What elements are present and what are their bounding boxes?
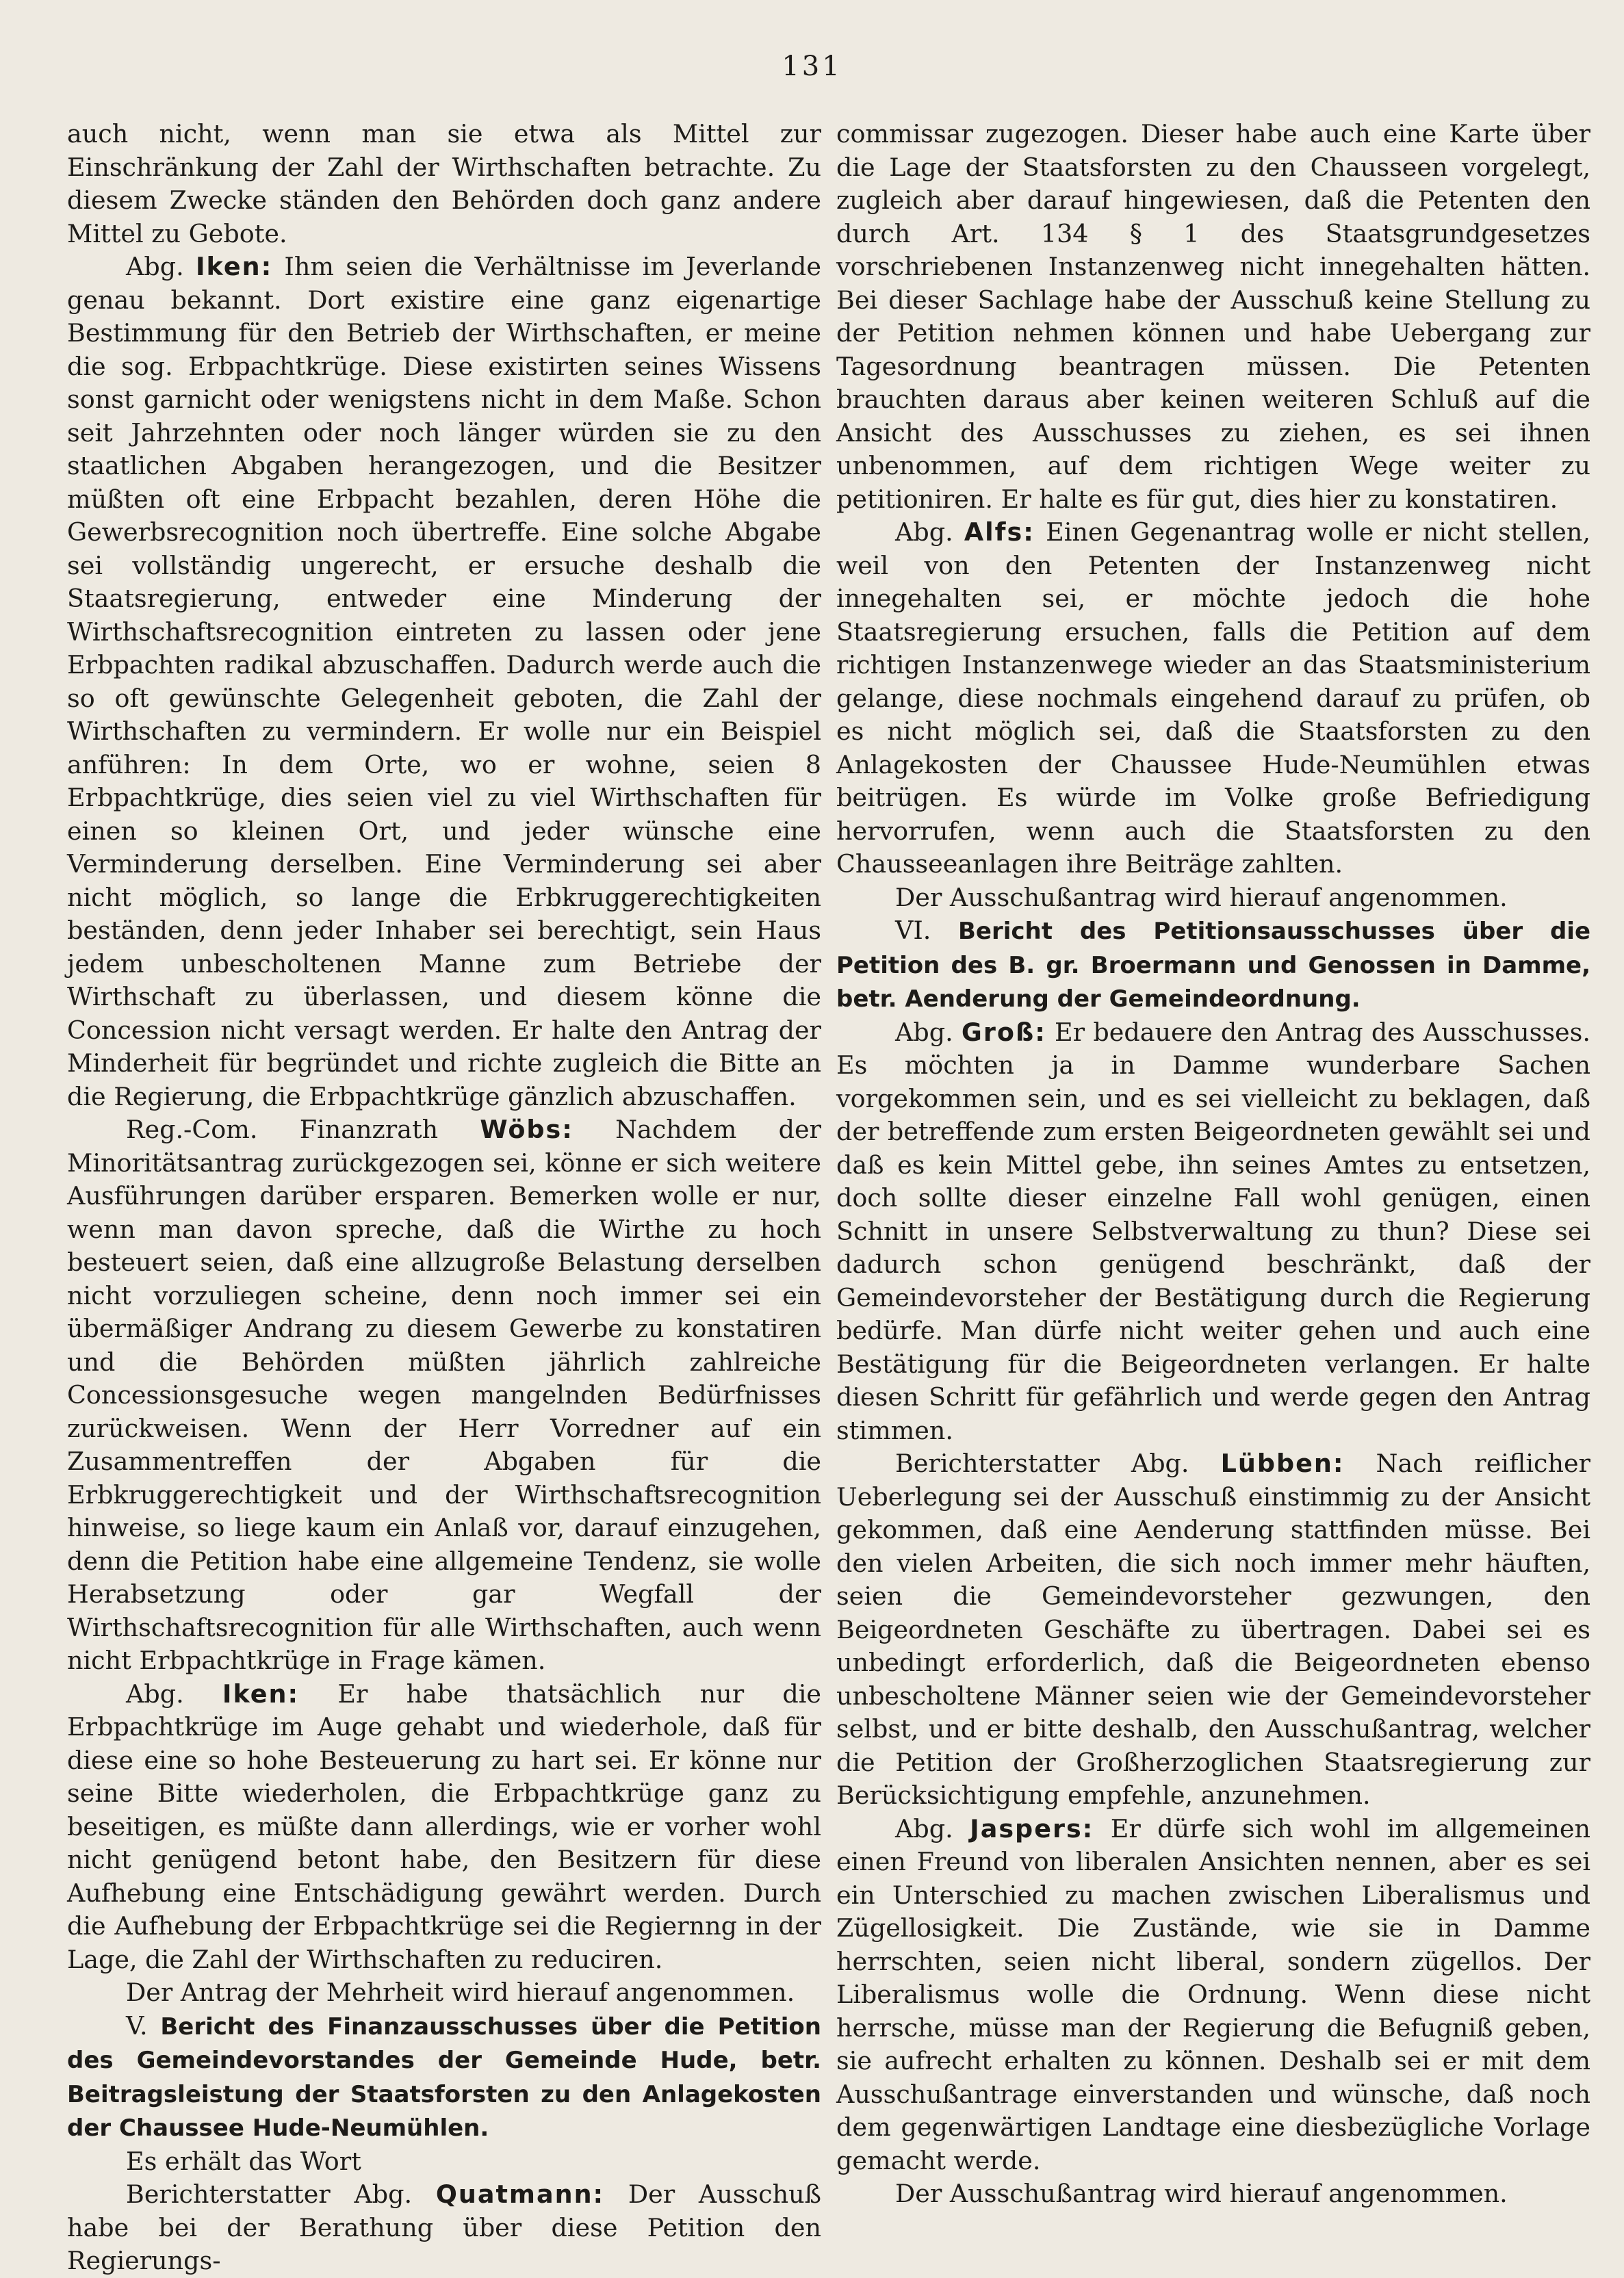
paragraph [67, 250, 821, 1113]
paragraph [67, 1976, 821, 2010]
section-heading: Bericht des Finanzausschusses über die Petition des Gemeindevorstandes der Gemeinde Hude, betr. Beitragsleistung der Staatsforsten zu den Anlagekosten der Chaussee Hude-Neumühlen. [67, 2012, 821, 2142]
paragraph-text: Er habe thatsächlich nur die Erbpachtkrüge im Auge gehabt und wiederhole, daß für diese eine so hohe Besteuerung zu hart sei. Er könne nur seine Bitte wiederholen, die Erbpachtkrüge ganz zu beseitigen, es müßte dann allerdings, wie er vorher wohl nicht genügend betont habe, den Besitzern für diese Aufhebung eine Entschädigung gewährt werden. Durch die Aufhebung der Erbpachtkrüge sei die Regiernng in der Lage, die Zahl der Wirthschaften zu reduciren. [67, 1679, 821, 1974]
paragraph-text: Nach reiflicher Ueberlegung sei der Ausschuß einstimmig zu der Ansicht gekommen, daß eine Aenderung stattfinden müsse. Bei den vielen Arbeiten, die sich noch immer mehr häuften, seien die Gemeindevorsteher gezwungen, den Beigeordneten Geschäfte zu übertragen. Dabei sei es unbedingt erforderlich, daß die Beigeordneten ebenso unbescholtene Männer seien wie der Gemeindevorsteher selbst, und er bitte deshalb, den Ausschußantrag, welcher die Petition der Großherzoglichen Staatsregierung zur Berücksichtigung empfehle, anzunehmen. [836, 1449, 1590, 1810]
paragraph-text: Abg. [895, 1813, 970, 1843]
paragraph [836, 1447, 1590, 1813]
paragraph [836, 1813, 1590, 2178]
paragraph-text: Berichterstatter Abg. [895, 1449, 1221, 1478]
paragraph-text: Abg. [126, 252, 196, 281]
paragraph-text: Abg. [895, 517, 964, 547]
paragraph-text: Er bedauere den Antrag des Ausschusses. Es möchten ja in Damme wunderbare Sachen vorgekommen sein, und es sei vielleicht zu beklagen, daß der betreffende zum ersten Beigeordneten gewählt sei und daß es kein Mittel gebe, ihn seines Amtes zu entsetzen, doch sollte dieser einzelne Fall wohl genügen, einen Schnitt in unsere Selbstverwaltung zu thun? Diese sei dadurch schon genügend beschränkt, daß der Gemeindevorsteher der Bestätigung durch die Regierung bedürfe. Man dürfe nicht weiter gehen und auch eine Bestätigung für die Beigeordneten verlangen. Er halte diesen Schritt für gefährlich und werde gegen den Antrag stimmen. [836, 1017, 1590, 1445]
paragraph [836, 118, 1590, 516]
page-number: 131 [782, 51, 842, 82]
paragraph-text: Ihm seien die Verhältnisse im Jeverlande genau bekannt. Dort existire eine ganz eigenartige Bestimmung für den Betrieb der Wirthschaften, er meine die sog. Erbpachtkrüge. Diese existirten seines Wissens sonst garnicht oder wenigstens nicht in dem Maße. Schon seit Jahrzehnten oder noch länger würden sie zu den staatlichen Abgaben herangezogen, und die Besitzer müßten oft eine Erbpacht bezahlen, deren Höhe die Gewerbsrecognition noch übertreffe. Eine solche Abgabe sei vollständig ungerecht, er ersuche deshalb die Staatsregierung, entweder eine Minderung der Wirthschaftsrecognition eintreten zu lassen oder jene Erbpachten radikal abzuschaffen. Dadurch werde auch die so oft gewünschte Gelegenheit geboten, die Zahl der Wirthschaften zu vermindern. Er wolle nur ein Beispiel anführen: In dem Orte, wo er wohne, seien 8 Erbpachtkrüge, dies seien viel zu viel Wirthschaften für einen so kleinen Ort, und jeder wünsche eine Verminderung derselben. Eine Verminderung sei aber nicht möglich, so lange die Erbkruggerechtigkeiten beständen, denn jeder Inhaber sei berechtigt, sein Haus jedem unbescholtenen Manne zum Betriebe der Wirthschaft zu überlassen, und diesem könne die Concession nicht versagt werden. Er halte den Antrag der Minderheit für begründet und richte zugleich die Bitte an die Regierung, die Erbpachtkrüge gänzlich abzuschaffen. [67, 252, 821, 1111]
paragraph-text: Der Ausschuß habe bei der Berathung über diese Petition den Regierungs- [67, 2179, 822, 2275]
paragraph [67, 1678, 821, 1977]
left-column [67, 118, 821, 2278]
section-heading: Bericht des Petitionsausschusses über die Petition des B. gr. Broermann und Genossen in Damme, betr. Aenderung der Gemeindeordnung. [836, 918, 1591, 1013]
paragraph [67, 2145, 821, 2179]
speaker-name: Quatmann: [435, 2179, 605, 2209]
paragraph [67, 2178, 821, 2278]
speaker-name: Alfs: [964, 517, 1035, 547]
paragraph-text: Einen Gegenantrag wolle er nicht stellen, weil von den Petenten der Instanzenweg nicht innegehalten sei, er möchte jedoch die hohe Staatsregierung ersuchen, falls die Petition auf dem richtigen Instanzenwege wieder an das Staatsministerium gelange, diese nochmals eingehend darauf zu prüfen, ob es nicht möglich sei, daß die Staatsforsten zu den Anlagekosten der Chaussee Hude-Neumühlen etwas beitrügen. Es würde im Volke große Befriedigung hervorrufen, wenn auch die Staatsforsten zu den Chausseeanlagen ihre Beiträge zahlten. [836, 517, 1590, 879]
paragraph-text: Er dürfe sich wohl im allgemeinen einen Freund von liberalen Ansichten nennen, aber es sei ein Unterschied zu machen zwischen Liberalismus und Zügellosigkeit. Die Zustände, wie sie in Damme herrschten, seien nicht liberal, sondern zügellos. Der Liberalismus wolle die Ordnung. Wenn diese nicht herrsche, müsse man der Regierung die Befugniß geben, sie aufrecht erhalten zu können. Deshalb sei er mit dem Ausschußantrage einverstanden und wünsche, daß noch dem gegenwärtigen Landtage eine diesbezügliche Vorlage gemacht werde. [836, 1813, 1590, 2175]
speaker-name: Iken: [222, 1679, 300, 1709]
speaker-name: Wöbs: [480, 1115, 573, 1144]
paragraph [67, 1113, 821, 1678]
right-column [836, 118, 1590, 2211]
speaker-name: Lübben: [1220, 1449, 1345, 1478]
paragraph-text: auch nicht, wenn man sie etwa als Mittel zur Einschränkung der Zahl der Wirthschaften betrachte. Zu diesem Zwecke ständen den Behörden doch ganz andere Mittel zu Gebote. [67, 119, 821, 248]
paragraph [836, 1016, 1590, 1448]
paragraph [836, 914, 1590, 1016]
paragraph [836, 516, 1590, 881]
speaker-name: Groß: [961, 1017, 1046, 1047]
paragraph-text: Abg. [126, 1679, 222, 1709]
paragraph [836, 2177, 1590, 2211]
paragraph-text: Berichterstatter Abg. [126, 2179, 436, 2209]
paragraph [836, 881, 1590, 915]
paragraph-text: Es erhält das Wort [126, 2146, 361, 2176]
paragraph-text: Abg. [895, 1017, 962, 1047]
paragraph-text: VI. [895, 916, 958, 945]
paragraph-text: Der Ausschußantrag wird hierauf angenommen. [895, 882, 1508, 912]
paragraph [67, 118, 821, 250]
paragraph-text: Der Ausschußantrag wird hierauf angenommen. [895, 2179, 1508, 2208]
paragraph-text: Reg.-Com. Finanzrath [126, 1115, 480, 1144]
paragraph-text: Nachdem der Minoritätsantrag zurückgezogen sei, könne er sich weitere Ausführungen darüber ersparen. Bemerken wolle er nur, wenn man davon spreche, daß die Wirthe zu hoch besteuert seien, daß eine allzugroße Belastung derselben nicht vorzuliegen scheine, denn noch immer sei ein übermäßiger Andrang zu diesem Gewerbe zu konstatiren und die Behörden müßten jährlich zahlreiche Concessionsgesuche wegen mangelnden Bedürfnisses zurückweisen. Wenn der Herr Vorredner auf ein Zusammentreffen der Abgaben für die Erbkruggerechtigkeit und der Wirthschaftsrecognition hinweise, so liege kaum ein Anlaß vor, darauf einzugehen, denn die Petition habe eine allgemeine Tendenz, sie wolle Herabsetzung oder gar Wegfall der Wirthschaftsrecognition für alle Wirthschaften, auch wenn nicht Erbpachtkrüge in Frage kämen. [67, 1115, 821, 1675]
paragraph [67, 2010, 821, 2145]
speaker-name: Iken: [195, 252, 273, 281]
speaker-name: Jaspers: [970, 1813, 1094, 1843]
paragraph-text: V. [126, 2010, 161, 2041]
paragraph-text: commissar zugezogen. Dieser habe auch eine Karte über die Lage der Staatsforsten zu den Chausseen vorgelegt, zugleich aber darauf hingewiesen, daß die Petenten den durch Art. 134 § 1 des Staatsgrundgesetzes vorschriebenen Instanzenweg nicht innegehalten hätten. Bei dieser Sachlage habe der Ausschuß keine Stellung zu der Petition nehmen können und habe Uebergang zur Tagesordnung beantragen müssen. Die Petenten brauchten daraus aber keinen weiteren Schluß auf die Ansicht des Ausschusses zu ziehen, es sei ihnen unbenommen, auf dem richtigen Wege weiter zu petitioniren. Er halte es für gut, dies hier zu konstatiren. [836, 119, 1590, 514]
paragraph-text: Der Antrag der Mehrheit wird hierauf angenommen. [126, 1978, 795, 2007]
